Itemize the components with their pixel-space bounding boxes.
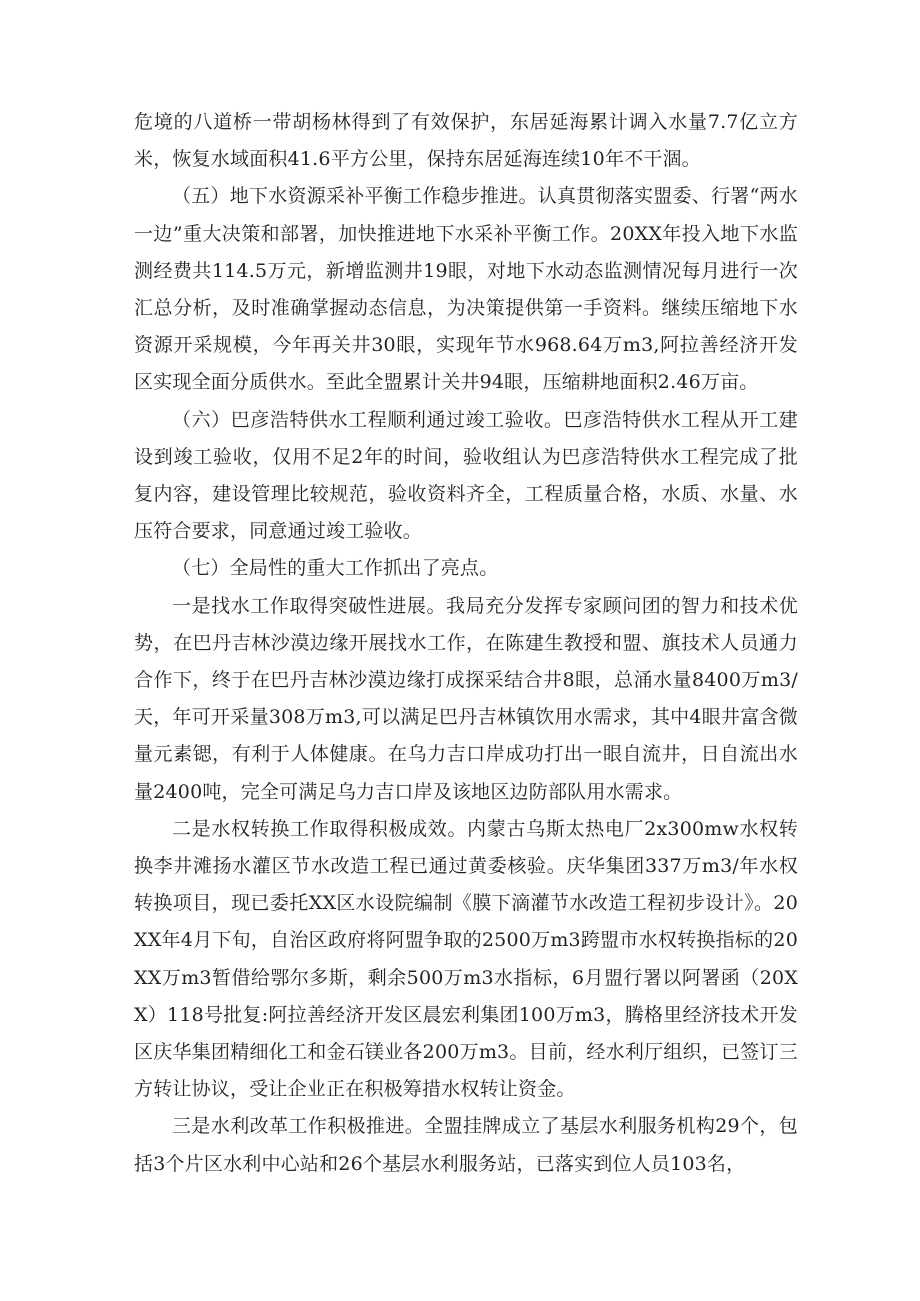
paragraph-bayanhot-water-supply: （六）巴彦浩特供水工程顺利通过竣工验收。巴彦浩特供水工程从开工建设到竣工验收，仅用不足2年的时间，验收组认为巴彦浩特供水工程完成了批复内容，建设管理比较规范，验收资料齐全，工程质量合格，水质、水量、水压符合要求，同意通过竣工验收。 <box>134 408 798 543</box>
paragraph-water-rights-transfer: 二是水权转换工作取得积极成效。内蒙古乌斯太热电厂2x300mw水权转换李井滩扬水灌区节水改造工程已通过黄委核验。庆华集团337万m3/年水权转换项目，现已委托XX区水设院编制《膜下滴灌节水改造工程初步设计》。20XX年4月下旬，自治区政府将阿盟争取的2500万m3跨盟市水权转换指标的20XX万m3暂借给鄂尔多斯，剩余500万m3水指标，6月盟行署以阿署函（20XX）118号批复:阿拉善经济开发区晨宏利集团100万m3，腾格里经济技术开发区庆华集团精细化工和金石镁业各200万m3。目前，经水利厅组织，已签订三方转让协议，受让企业正在积极筹措水权转让资金。 <box>134 817 798 1101</box>
paragraph-water-reform: 三是水利改革工作积极推进。全盟挂牌成立了基层水利服务机构29个，包括3个片区水利中心站和26个基层水利服务站，已落实到位人员103名， <box>134 1115 798 1175</box>
paragraph-juyanhai-continued: 危境的八道桥一带胡杨林得到了有效保护，东居延海累计调入水量7.7亿立方米，恢复水域面积41.6平方公里，保持东居延海连续10年不干涸。 <box>134 111 798 171</box>
paragraph-groundwater-balance: （五）地下水资源采补平衡工作稳步推进。认真贯彻落实盟委、行署“两水一边”重大决策和部署，加快推进地下水采补平衡工作。20XX年投入地下水监测经费共114.5万元，新增监测井19眼，对地下水动态监测情况每月进行一次汇总分析，及时准确掌握动态信息，为决策提供第一手资料。继续压缩地下水资源开采规模，今年再关井30眼，实现年节水968.64万m3,阿拉善经济开发区实现全面分质供水。至此全盟累计关井94眼，压缩耕地面积2.46万亩。 <box>134 185 798 394</box>
paragraph-water-finding: 一是找水工作取得突破性进展。我局充分发挥专家顾问团的智力和技术优势，在巴丹吉林沙漠边缘开展找水工作，在陈建生教授和盟、旗技术人员通力合作下，终于在巴丹吉林沙漠边缘打成探采结合井8眼，总涌水量8400万m3/天，年可开采量308万m3,可以满足巴丹吉林镇饮用水需求，其中4眼井富含微量元素锶，有利于人体健康。在乌力吉口岸成功打出一眼自流井，日自流出水量2400吨，完全可满足乌力吉口岸及该地区边防部队用水需求。 <box>134 594 798 803</box>
paragraph-major-work-highlights: （七）全局性的重大工作抓出了亮点。 <box>172 557 499 580</box>
document-body <box>134 104 798 1183</box>
